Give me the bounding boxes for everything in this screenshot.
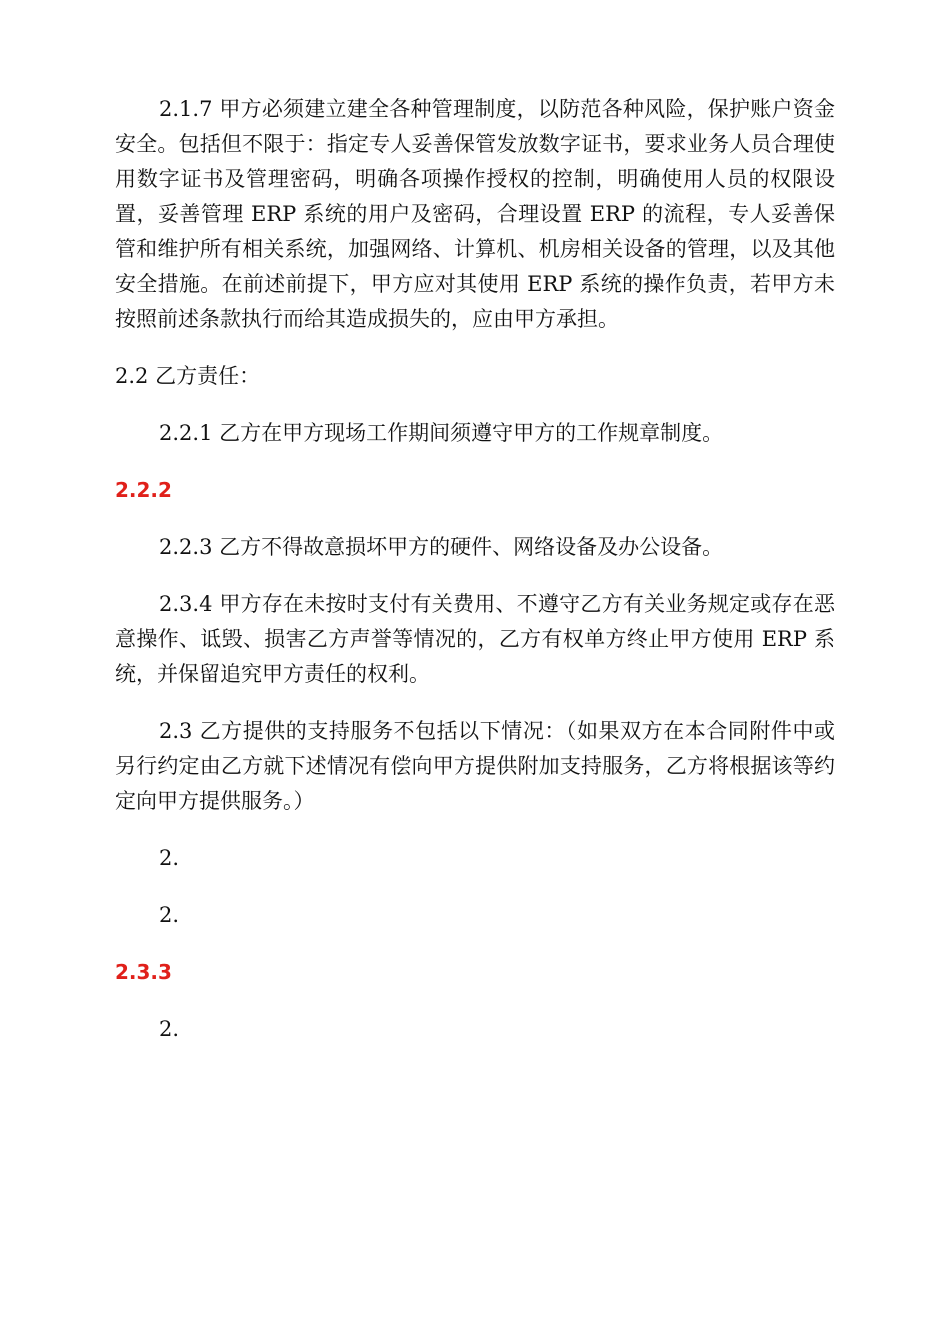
document-body	[115, 92, 835, 1047]
clause-2-2-heading: 2.2 乙方责任：	[115, 364, 261, 388]
clause-2-item-c: 2.	[159, 1017, 180, 1041]
clause-2-3-4: 2.3.4 甲方存在未按时支付有关费用、不遵守乙方有关业务规定或存在恶意操作、诋毁、损害乙方声誉等情况的，乙方有权单方终止甲方使用 ERP 系统，并保留追究甲方责任的权利。	[115, 592, 835, 686]
clause-2-1-7: 2.1.7 甲方必须建立建全各种管理制度，以防范各种风险，保护账户资金安全。包括但不限于：指定专人妥善保管发放数字证书，要求业务人员合理使用数字证书及管理密码，明确各项操作授权的控制，明确使用人员的权限设置，妥善管理 ERP 系统的用户及密码，合理设置 ERP 的流程，专人妥善保管和维护所有相关系统，加强网络、计算机、机房相关设备的管理，以及其他安全措施。在前述前提下，甲方应对其使用 ERP 系统的操作负责，若甲方未按照前述条款执行而给其造成损失的，应由甲方承担。	[115, 97, 835, 331]
red-heading-2-2-2: 2.2.2	[115, 478, 172, 502]
clause-2-item-b: 2.	[159, 903, 180, 927]
red-heading-2-3-3: 2.3.3	[115, 960, 172, 984]
clause-2-2-1: 2.2.1 乙方在甲方现场工作期间须遵守甲方的工作规章制度。	[159, 421, 724, 445]
clause-2-2-3: 2.2.3 乙方不得故意损坏甲方的硬件、网络设备及办公设备。	[159, 535, 724, 559]
clause-2-3: 2.3 乙方提供的支持服务不包括以下情况：（如果双方在本合同附件中或另行约定由乙方就下述情况有偿向甲方提供附加支持服务，乙方将根据该等约定向甲方提供服务。）	[115, 719, 835, 813]
clause-2-item-a: 2.	[159, 846, 180, 870]
